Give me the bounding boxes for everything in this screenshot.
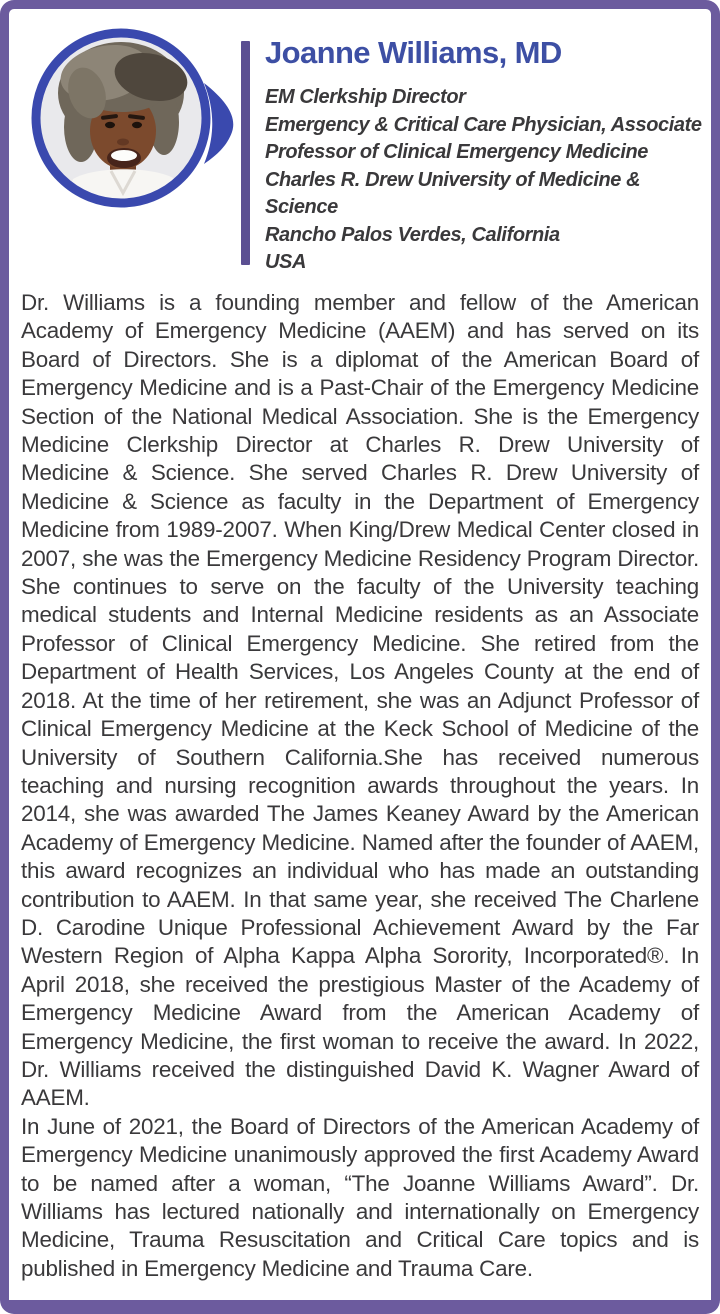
- bio-paragraph-1: Dr. Williams is a founding member and fellow of the American Academy of Emergency Medicine (AAEM) and has served on its Board of Directors. She is a diplomat of the American Board of Emergency Medicine and is a Past-Chair of the Emergency Medicine Section of the National Medical Association. She is the Emergency Medicine Clerkship Director at Charles R. Drew University of Medicine & Science. She served Charles R. Drew University of Medicine & Science as faculty in the Department of Emergency Medicine from 1989-2007. When King/Drew Medical Center closed in 2007, she was the Emergency Medicine Residency Program Director. She continues to serve on the faculty of the University teaching medical students and Internal Medicine residents as an Associate Professor of Clinical Emergency Medicine. She retired from the Department of Health Services, Los Angeles County at the end of 2018. At the time of her retirement, she was an Adjunct Professor of Clinical Emergency Medicine at the Keck School of Medicine of the University of Southern California.She has received numerous teaching and nursing recognition awards throughout the years. In 2014, she was awarded The James Keaney Award by the American Academy of Emergency Medicine. Named after the founder of AAEM, this award recognizes an individual who has made an outstanding contribution to AAEM. In that same year, she received The Charlene D. Carodine Unique Professional Achievement Award by the Far Western Region of Alpha Kappa Alpha Sorority, Incorporated®. In April 2018, she received the prestigious Master of the Academy of Emergency Medicine Award from the American Academy of Emergency Medicine, the first woman to receive the award. In 2022, Dr. Williams received the distinguished David K. Wagner Award of AAEM.: [21, 290, 699, 1111]
- credential-line: Rancho Palos Verdes, California: [265, 223, 560, 246]
- credential-line: Charles R. Drew University of Medicine &: [265, 168, 641, 191]
- credential-line: USA: [265, 251, 307, 273]
- credential-line: Emergency & Critical Care Physician, Associate: [265, 113, 702, 136]
- profile-credentials: [265, 84, 702, 277]
- header-text: [265, 21, 702, 277]
- bio-section: [9, 281, 711, 1283]
- profile-photo: [23, 21, 241, 221]
- header-divider: [241, 41, 250, 265]
- credential-line: Science: [265, 196, 338, 218]
- bio-paragraph-2: In June of 2021, the Board of Directors of the American Academy of Emergency Medicine unanimously approved the first Academy Award to be named after a woman, “The Joanne Williams Award”. Dr. Williams has lectured nationally and internationally on Emergency Medicine, Trauma Resuscitation and Critical Care topics and is published in Emergency Medicine and Trauma Care.: [21, 1113, 699, 1281]
- credential-line: Professor of Clinical Emergency Medicine: [265, 141, 649, 163]
- portrait-photo-graphic: [23, 21, 241, 221]
- profile-header: [9, 9, 711, 281]
- credential-line: EM Clerkship Director: [265, 86, 466, 108]
- profile-name: Joanne Williams, MD: [265, 35, 562, 70]
